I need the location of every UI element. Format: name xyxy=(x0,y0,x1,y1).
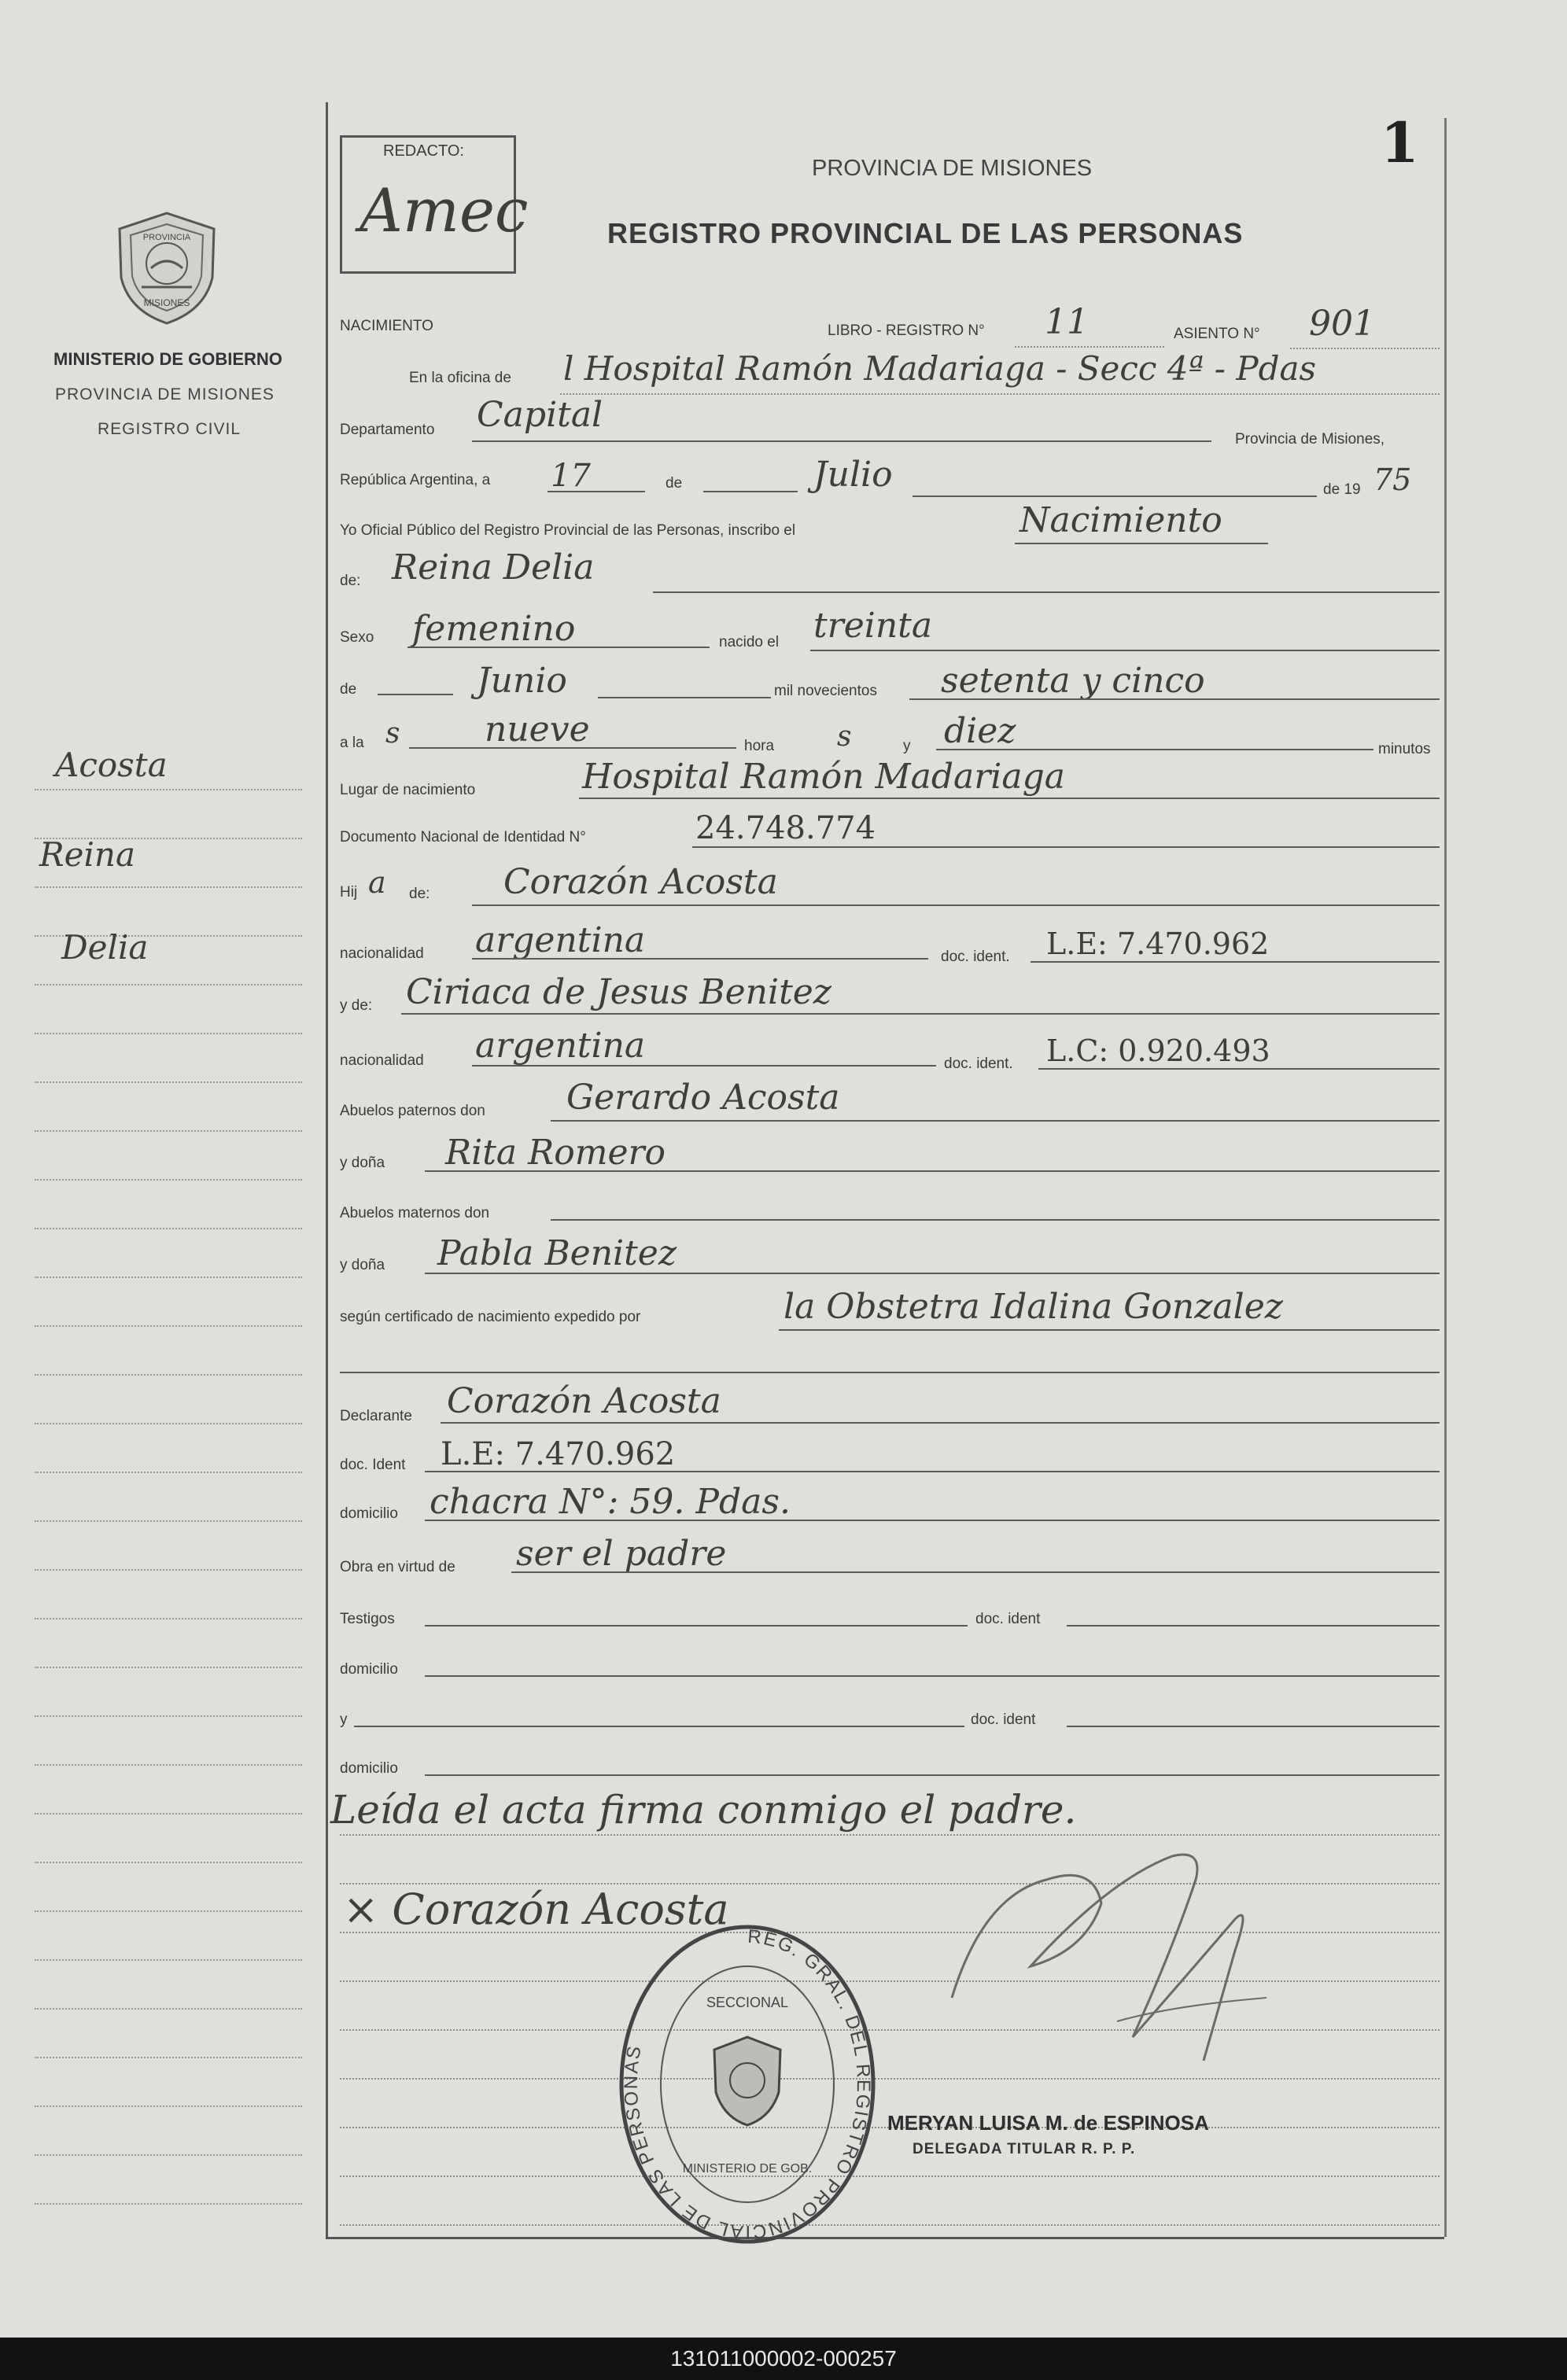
mes-nac-line-b xyxy=(598,697,771,698)
dni-line xyxy=(692,846,1440,848)
archive-code-bar xyxy=(0,2338,1567,2380)
departamento-label: Departamento xyxy=(340,422,435,438)
anio-nac-line xyxy=(909,698,1440,700)
docident2-line xyxy=(1067,1625,1440,1627)
archive-code: 131011000002-000257 xyxy=(670,2346,897,2371)
form-frame-bottom xyxy=(326,2237,1444,2239)
libro-line xyxy=(1015,346,1164,348)
nac1-line xyxy=(472,958,928,960)
hij-label: Hij xyxy=(340,884,358,901)
mes-line-a xyxy=(703,491,798,492)
abp-don-line xyxy=(551,1120,1440,1122)
nacido-label: nacido el xyxy=(719,634,780,650)
margin-line xyxy=(35,1472,302,1473)
margin-line xyxy=(35,1423,302,1424)
docid1-value: L.E: 7.470.962 xyxy=(1046,927,1270,961)
docident-value: L.E: 7.470.962 xyxy=(441,1436,676,1472)
docid2-label: doc. ident. xyxy=(944,1056,1013,1072)
redacto-label: REDACTO: xyxy=(383,142,464,160)
hora-label: hora xyxy=(744,738,775,754)
margin-line xyxy=(35,1813,302,1814)
hora-line xyxy=(409,747,736,749)
nac1-label: nacionalidad xyxy=(340,945,424,962)
docident2-label: doc. ident xyxy=(975,1611,1041,1627)
yde-label: y de: xyxy=(340,997,373,1014)
margin-line xyxy=(35,2203,302,2205)
domicilio2-label: domicilio xyxy=(340,1661,398,1678)
ruled-line xyxy=(340,2078,1440,2080)
padre-value: Corazón Acosta xyxy=(503,862,778,902)
declarante-label: Declarante xyxy=(340,1408,412,1424)
oficina-label: En la oficina de xyxy=(409,370,511,386)
mes-nac-value: Junio xyxy=(477,661,567,701)
inscribo-line xyxy=(1015,543,1268,544)
margin-line xyxy=(35,2106,302,2107)
margin-line xyxy=(35,1130,302,1132)
margin-line xyxy=(35,1081,302,1083)
y2-label: y xyxy=(340,1711,348,1728)
nombre-line xyxy=(653,591,1440,593)
oficina-value: l Hospital Ramón Madariaga - Secc 4ª - Pdas xyxy=(563,349,1317,388)
y-label: y xyxy=(903,738,911,754)
nac2-line xyxy=(472,1065,936,1067)
de-label: de xyxy=(666,475,683,492)
ala-suffix: s xyxy=(385,717,400,750)
margin-line xyxy=(35,886,302,888)
abp-dona-value: Rita Romero xyxy=(445,1133,666,1173)
mes-nac-line-a xyxy=(378,694,453,695)
margin-line xyxy=(35,789,302,790)
margin-line xyxy=(35,1569,302,1571)
libro-label: LIBRO - REGISTRO N° xyxy=(828,322,985,339)
redacto-initials: Amec xyxy=(359,175,529,245)
ala-label: a la xyxy=(340,735,364,751)
dia-value: 17 xyxy=(551,458,591,494)
declarante-line xyxy=(441,1422,1440,1424)
cert-line xyxy=(779,1329,1440,1331)
margin-surname: Acosta xyxy=(55,746,168,784)
docid1-label: doc. ident. xyxy=(941,949,1010,965)
hij-suffix: a xyxy=(368,865,386,900)
departamento-line xyxy=(472,440,1211,442)
margin-line xyxy=(35,2057,302,2058)
margin-first-name: Reina xyxy=(39,835,136,874)
margin-line xyxy=(35,1277,302,1278)
form-frame-right xyxy=(1444,118,1447,2237)
domicilio1-value: chacra N°: 59. Pdas. xyxy=(430,1482,791,1522)
domicilio1-label: domicilio xyxy=(340,1505,398,1522)
stamp-inner-text: SECCIONAL xyxy=(706,1995,789,2010)
dia-line xyxy=(548,491,645,492)
inscribo-value: Nacimiento xyxy=(1019,500,1222,540)
domicilio3-label: domicilio xyxy=(340,1760,398,1777)
asiento-label: ASIENTO N° xyxy=(1174,326,1260,342)
obra-line xyxy=(511,1571,1440,1573)
nac1-value: argentina xyxy=(475,920,646,960)
margin-line xyxy=(35,1715,302,1717)
hij-de-label: de: xyxy=(409,886,430,902)
anio-nac-value: setenta y cinco xyxy=(941,661,1205,701)
sexo-line xyxy=(407,647,710,648)
docident3-label: doc. ident xyxy=(971,1711,1036,1728)
margin-line xyxy=(35,984,302,986)
lugar-line xyxy=(579,798,1440,799)
dni-value: 24.748.774 xyxy=(695,810,876,846)
anio-label: de 19 xyxy=(1323,481,1361,498)
mes-line-b xyxy=(913,496,1317,497)
abp-label: Abuelos paternos don xyxy=(340,1103,485,1119)
testigos-line xyxy=(425,1625,968,1627)
margin-line xyxy=(35,1910,302,1912)
ruled-line xyxy=(340,2224,1440,2226)
stamp-bottom-text: MINISTERIO DE GOB. xyxy=(682,2162,813,2176)
min-line xyxy=(936,749,1373,750)
lugar-value: Hospital Ramón Madariaga xyxy=(582,757,1065,797)
ydona2-label: y doña xyxy=(340,1257,385,1273)
margin-line xyxy=(35,1374,302,1376)
official-signature-scribble xyxy=(936,1833,1314,2069)
margin-line xyxy=(35,1228,302,1229)
page-number: 1 xyxy=(1381,110,1419,175)
madre-value: Ciriaca de Jesus Benitez xyxy=(406,972,831,1012)
declarante-value: Corazón Acosta xyxy=(447,1381,721,1421)
coat-of-arms-seal xyxy=(110,208,224,326)
hora-suffix: s xyxy=(837,720,852,753)
obra-label: Obra en virtud de xyxy=(340,1559,455,1575)
docid2-value: L.C: 0.920.493 xyxy=(1046,1033,1270,1068)
margin-line xyxy=(35,2008,302,2010)
cert-label: según certificado de nacimiento expedido por xyxy=(340,1309,641,1325)
nac2-value: argentina xyxy=(475,1026,646,1066)
domicilio2-line xyxy=(425,1675,1440,1677)
seal-text-bottom: MISIONES xyxy=(143,297,190,308)
padre-line xyxy=(472,904,1440,906)
ministry-province: PROVINCIA DE MISIONES xyxy=(55,385,275,403)
record-type-label: NACIMIENTO xyxy=(340,318,433,334)
docid1-line xyxy=(1031,961,1440,963)
oficial-label: Yo Oficial Público del Registro Provincial de las Personas, inscribo el xyxy=(340,522,796,539)
cert-value: la Obstetra Idalina Gonzalez xyxy=(784,1287,1283,1327)
registry-heading: REGISTRO PROVINCIAL DE LAS PERSONAS xyxy=(607,217,1244,249)
margin-line xyxy=(35,1959,302,1961)
docident-label: doc. Ident xyxy=(340,1457,406,1473)
declarant-signature: × Corazón Acosta xyxy=(343,1884,729,1934)
domicilio1-line xyxy=(425,1520,1440,1521)
abm-label: Abuelos maternos don xyxy=(340,1205,490,1221)
cert-line-2 xyxy=(340,1372,1440,1373)
margin-middle-name: Delia xyxy=(61,928,149,967)
dni-label: Documento Nacional de Identidad N° xyxy=(340,829,586,846)
province-heading: PROVINCIA DE MISIONES xyxy=(812,156,1093,181)
docident3-line xyxy=(1067,1726,1440,1727)
form-frame-left xyxy=(326,102,328,2237)
docident-line xyxy=(425,1471,1440,1472)
ruled-line xyxy=(340,2176,1440,2177)
anio-value: 75 xyxy=(1373,462,1412,497)
hora-value: nueve xyxy=(485,709,590,750)
closing-text: Leída el acta firma conmigo el padre. xyxy=(330,1787,1077,1833)
official-title: DELEGADA TITULAR R. P. P. xyxy=(913,2141,1136,2157)
margin-line xyxy=(35,1862,302,1863)
madre-line xyxy=(401,1013,1440,1015)
de-nombre-label: de: xyxy=(340,573,361,589)
abp-dona-line xyxy=(425,1170,1440,1172)
mil-label: mil novecientos xyxy=(774,683,877,699)
nac2-label: nacionalidad xyxy=(340,1052,424,1069)
y2-line xyxy=(354,1726,964,1727)
sexo-value: femenino xyxy=(412,609,576,649)
nombre-value: Reina Delia xyxy=(392,547,595,588)
abm-don-line xyxy=(551,1219,1440,1221)
docid2-line xyxy=(1038,1068,1440,1070)
minutos-label: minutos xyxy=(1378,741,1431,757)
nacido-value: treinta xyxy=(813,606,933,646)
registry-oval-stamp xyxy=(614,1919,881,2249)
margin-line xyxy=(35,1667,302,1668)
departamento-value: Capital xyxy=(477,395,603,435)
stamp-outer-text: REG. GRAL. DEL REGISTRO PROVINCIAL DE LAS PERSONAS xyxy=(620,1925,875,2243)
nacido-line xyxy=(810,650,1440,651)
obra-value: ser el padre xyxy=(516,1534,727,1574)
official-name: MERYAN LUISA M. de ESPINOSA xyxy=(887,2111,1209,2135)
asiento-value: 901 xyxy=(1309,304,1375,344)
margin-line xyxy=(35,1325,302,1327)
domicilio3-line xyxy=(425,1774,1440,1776)
libro-value: 11 xyxy=(1045,302,1089,342)
abm-dona-line xyxy=(425,1273,1440,1274)
margin-line xyxy=(35,1033,302,1034)
margin-line xyxy=(35,2154,302,2156)
min-value: diez xyxy=(944,711,1016,751)
oficina-line xyxy=(560,393,1440,395)
margin-line xyxy=(35,1764,302,1766)
mes-value: Julio xyxy=(813,455,893,495)
abm-dona-value: Pabla Benitez xyxy=(437,1233,677,1273)
lugar-label: Lugar de nacimiento xyxy=(340,782,476,798)
ministry-registry: REGISTRO CIVIL xyxy=(98,420,242,438)
redacto-box xyxy=(340,135,529,274)
ministry-name: MINISTERIO DE GOBIERNO xyxy=(53,349,282,369)
testigos-label: Testigos xyxy=(340,1611,395,1627)
sexo-label: Sexo xyxy=(340,629,374,646)
republica-label: República Argentina, a xyxy=(340,472,491,488)
abp-don-value: Gerardo Acosta xyxy=(566,1078,840,1118)
margin-line xyxy=(35,1520,302,1522)
de2-label: de xyxy=(340,681,357,698)
margin-line xyxy=(35,1179,302,1181)
seal-text-top: PROVINCIA xyxy=(142,233,191,242)
ydona1-label: y doña xyxy=(340,1155,385,1171)
provincia-label: Provincia de Misiones, xyxy=(1235,431,1385,448)
margin-line xyxy=(35,1618,302,1619)
